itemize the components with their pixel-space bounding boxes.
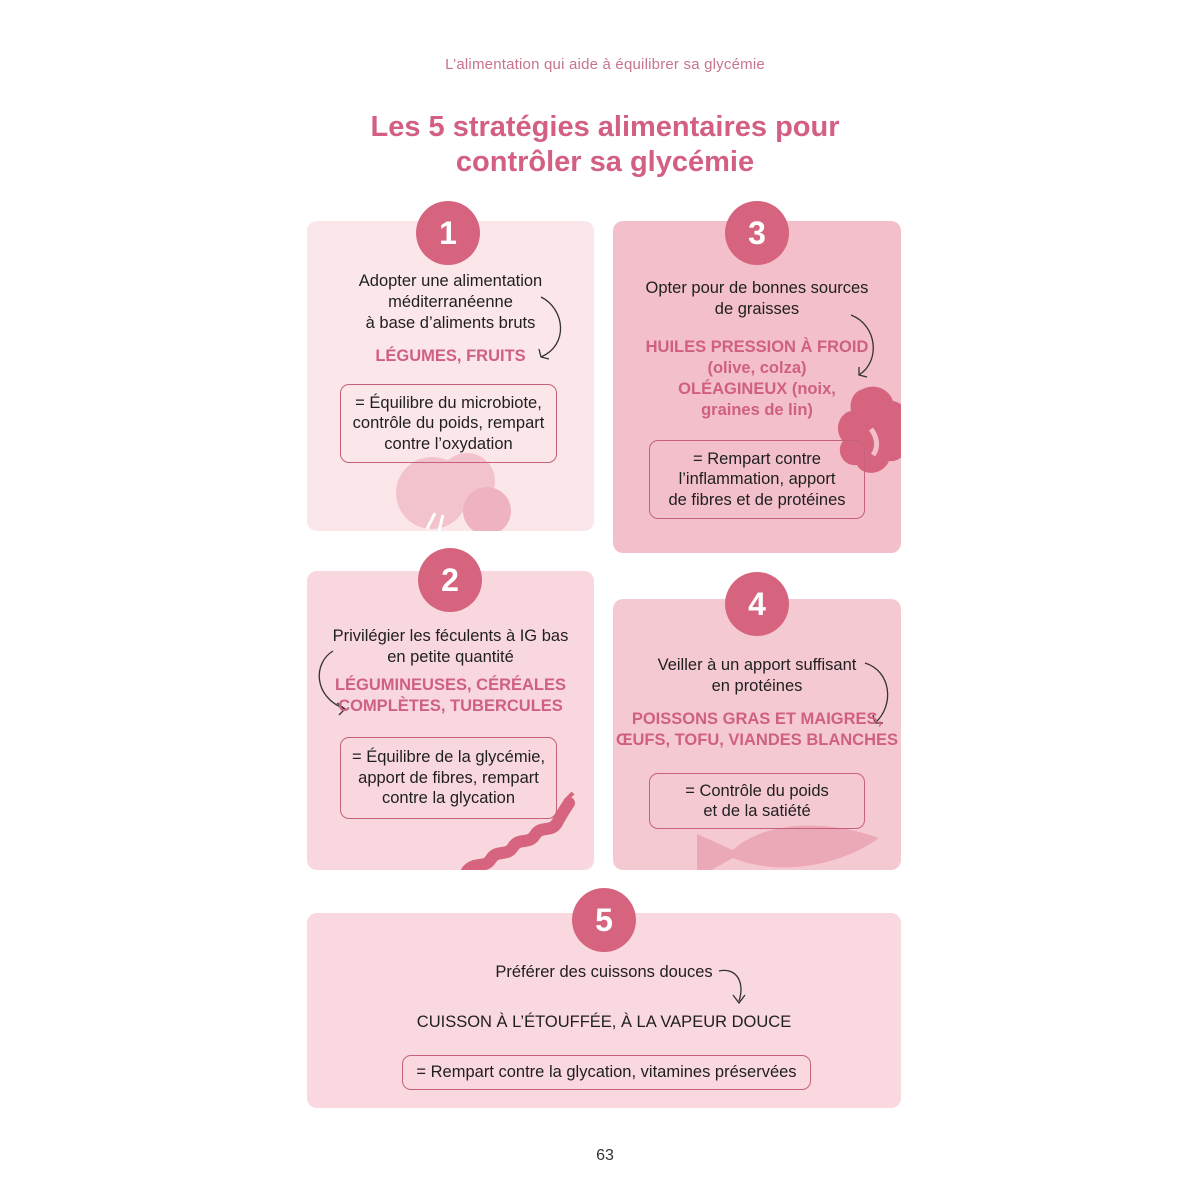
- strategy-card-5: [307, 901, 901, 1108]
- strategy-result-box: = Équilibre de la glycémie, apport de fibres, rempart contre la glycation: [340, 737, 557, 819]
- strategy-lead-text: Opter pour de bonnes sources de graisses: [645, 279, 869, 318]
- strategy-lead-text: Adopter une alimentation méditerranéenne à base d’aliments bruts: [358, 272, 543, 332]
- page-title: [0, 110, 1200, 180]
- strategy-card-3: [613, 214, 901, 553]
- broccoli-illustration-icon: [387, 451, 517, 531]
- strategy-foods: LÉGUMINEUSES, CÉRÉALES COMPLÈTES, TUBERCULES: [334, 676, 567, 715]
- strategy-number-badge: 3: [725, 201, 789, 265]
- title-line-1: Les 5 stratégies alimentaires pour: [370, 111, 840, 143]
- running-head: L’alimentation qui aide à équilibrer sa glycémie: [445, 56, 765, 73]
- card-2-illustration-area: [307, 571, 594, 870]
- strategy-lead-text: Privilégier les féculents à IG bas en petite quantité: [332, 627, 569, 666]
- strategy-foods: HUILES PRESSION À FROID (olive, colza) OLÉAGINEUX (noix, graines de lin): [645, 338, 869, 419]
- strategy-lead-text: Veiller à un apport suffisant en protéines: [657, 656, 857, 695]
- page-number: 63: [596, 1147, 614, 1164]
- strategy-number-badge: 4: [725, 572, 789, 636]
- curved-arrow-icon: [717, 967, 747, 1009]
- strategy-foods: CUISSON À L’ÉTOUFFÉE, À LA VAPEUR DOUCE: [416, 1013, 792, 1031]
- strategy-foods: LÉGUMES, FRUITS: [375, 347, 526, 365]
- card-1-illustration-area: [307, 221, 594, 531]
- strategy-number-badge: 1: [416, 201, 480, 265]
- strategy-number-badge: 5: [572, 888, 636, 952]
- strategy-card-4: [613, 585, 901, 870]
- strategy-card-1: [307, 214, 594, 531]
- strategy-number-badge: 2: [418, 548, 482, 612]
- strategy-result-box: = Contrôle du poids et de la satiété: [649, 773, 865, 829]
- strategy-card-2: [307, 561, 594, 870]
- title-line-2: contrôler sa glycémie: [455, 146, 755, 178]
- strategy-lead-text: Préférer des cuissons douces: [495, 963, 713, 981]
- strategy-result-box: = Équilibre du microbiote, contrôle du poids, rempart contre l’oxydation: [340, 384, 557, 463]
- strategy-foods: POISSONS GRAS ET MAIGRES, ŒUFS, TOFU, VIANDES BLANCHES: [615, 710, 899, 749]
- strategy-result-box: = Rempart contre la glycation, vitamines préservées: [402, 1055, 811, 1090]
- strategy-result-box: = Rempart contre l’inflammation, apport de fibres et de protéines: [649, 440, 865, 519]
